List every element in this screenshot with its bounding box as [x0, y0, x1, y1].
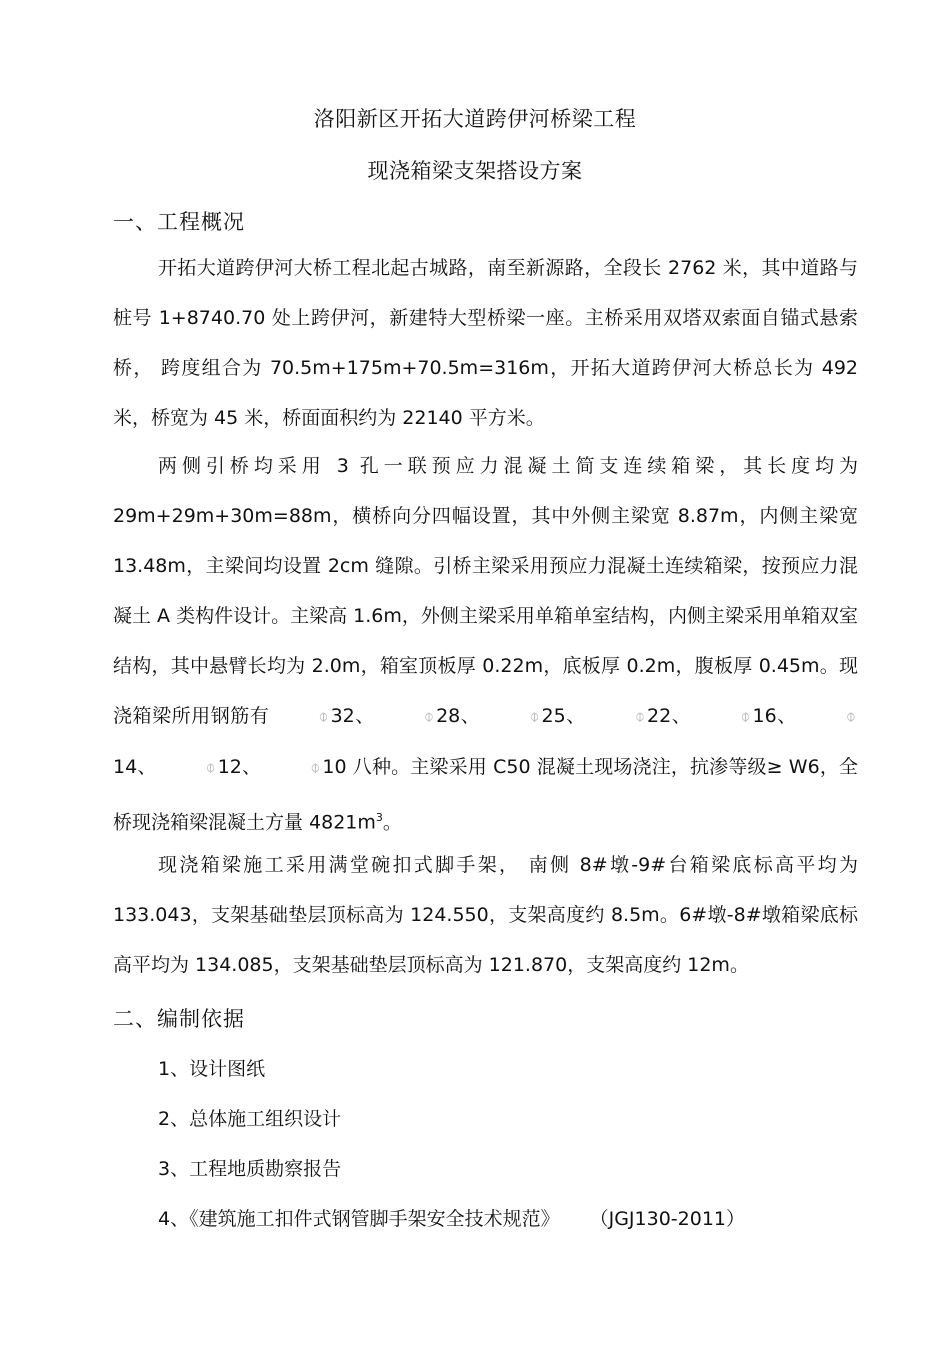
rebar-size: 14、 [113, 756, 157, 778]
list-item: 1、设计图纸 [158, 1058, 266, 1080]
paragraph-project-overview: 开拓大道跨伊河大桥工程北起古城路，南至新源路，全段长 2762 米，其中道路与桩号 1+8740.70 处上跨伊河，新建特大型桥梁一座。主桥采用双塔双索面自锚式悬索桥， 跨度组合为 70.5m+175m+70.5m=316m，开拓大道跨伊河大桥总长为 492 米，桥宽为 45 米，桥面面积约为 22140 平方米。 [113, 257, 858, 429]
rebar-symbol-icon: ⌽ [423, 707, 435, 727]
rebar-size: 25、 [541, 705, 586, 727]
rebar-symbol-icon: ⌽ [634, 707, 646, 727]
rebar-size: 32、 [330, 705, 375, 727]
list-item: 3、工程地质勘察报告 [158, 1158, 342, 1180]
rebar-size: 10 [322, 756, 347, 778]
rebar-symbol-icon: ⌽ [740, 707, 751, 727]
rebar-symbol-icon: ⌽ [845, 707, 856, 727]
superscript-unit: 3 [375, 811, 383, 824]
rebar-size: 16、 [752, 705, 797, 727]
paragraph-approach-bridge [113, 441, 858, 847]
section-heading-overview: 一、工程概况 [113, 210, 245, 234]
document-subtitle: 现浇箱梁支架搭设方案 [367, 159, 583, 183]
section-heading-basis: 二、编制依据 [113, 1007, 245, 1031]
list-item-standard [158, 1204, 745, 1231]
rebar-symbol-icon: ⌽ [318, 707, 329, 727]
paragraph-approach-text: 两侧引桥均采用 3 孔一联预应力混凝土简支连续箱梁，其长度均为 29m+29m+30m=88m，横桥向分四幅设置，其中外侧主梁宽 8.87m，内侧主梁宽 13.48m，主梁间均设置 2cm 缝隙。引桥主梁采用预应力混凝土连续箱梁，按预应力混凝土 A 类构件设计。主梁高 1.6m，外侧主梁采用单箱单室结构，内侧主梁采用单箱双室结构，其中悬臂长均为 2.0m，箱室顶板厚 0.22m，底板厚 0.2m，腹板厚 0.45m。现浇箱梁所用钢筋有 [113, 455, 858, 727]
rebar-symbol-icon: ⌽ [205, 758, 216, 778]
list-item: 2、总体施工组织设计 [158, 1108, 342, 1130]
paragraph-concrete-text: 八种。主梁采用 C50 混凝土现场浇注，抗渗等级≥ W6，全桥现浇箱梁混凝土方量 4821m [113, 756, 858, 834]
paragraph-scaffold: 现浇箱梁施工采用满堂碗扣式脚手架， 南侧 8#墩-9#台箱梁底标高平均为 133.043，支架基础垫层顶标高为 124.550，支架高度约 8.5m。6#墩-8#墩箱梁底标高平均为 134.085，支架基础垫层顶标高为 121.870，支架高度约 12m。 [113, 854, 858, 976]
rebar-symbol-icon: ⌽ [529, 707, 540, 727]
paragraph-end: 。 [382, 811, 402, 834]
rebar-symbol-icon: ⌽ [310, 758, 321, 778]
standard-code: （JGJ130-2011） [589, 1208, 745, 1230]
rebar-size: 28、 [436, 705, 481, 727]
document-title: 洛阳新区开拓大道跨伊河桥梁工程 [313, 107, 637, 131]
list-item-text: 4、《建筑施工扣件式钢管脚手架安全技术规范》 [158, 1208, 560, 1230]
rebar-size: 12、 [217, 756, 262, 778]
rebar-size: 22、 [647, 705, 692, 727]
